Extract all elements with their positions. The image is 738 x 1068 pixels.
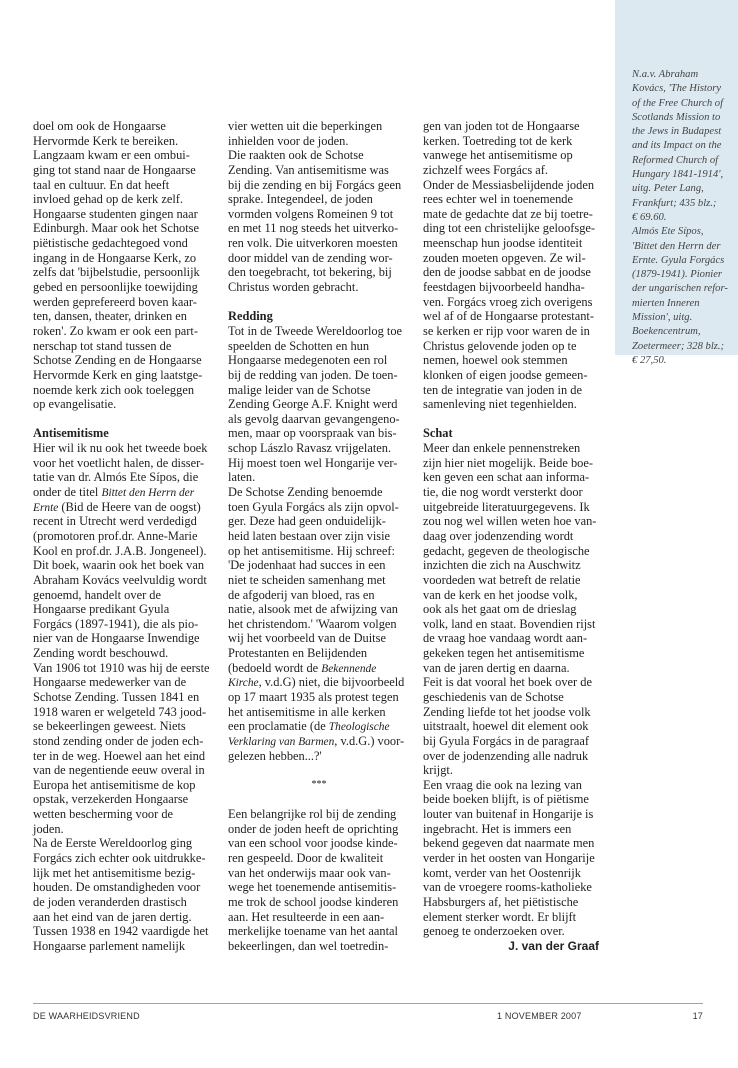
text-line: voor het voetlicht halen, de disser-: [33, 455, 205, 470]
text-line: noemde kerk zich ook toeleggen: [33, 382, 195, 397]
text-line: inhielden voor de joden.: [228, 133, 349, 148]
article-column-1: [33, 119, 215, 954]
text-line: bij de redding van joden. De toen-: [228, 367, 398, 382]
text-line: inzichten die zich na Auschwitz: [423, 558, 581, 573]
text-line: ding tot een christelijke geloofsge-: [423, 221, 596, 236]
text-line: uitgebreide literatuurgegevens. Ik: [423, 499, 590, 514]
text-line: van de vroegere rooms-katholieke: [423, 880, 592, 895]
text-line: De Schotse Zending benoemde: [228, 485, 383, 500]
text-line: se bekeerlingen geweest. Niets: [33, 719, 186, 734]
text-line: natie, alsook met de afwijzing van: [228, 602, 398, 617]
text-line: rees echter wel in toenemende: [423, 192, 573, 207]
text-line: als gevolg daarvan gevangengeno-: [228, 411, 400, 426]
text-line: voordeden wat betreft de relatie: [423, 572, 581, 587]
text-line: door middel van de zending wor-: [228, 250, 393, 265]
sidebar-line: Boekencentrum,: [632, 326, 701, 338]
text-line: me trok de school joodse kinderen: [228, 894, 399, 909]
text-line: aan. Het resulteerde in een aan-: [228, 909, 385, 924]
text-line: ven. Forgács vroeg zich overigens: [423, 294, 593, 309]
article-column-3: [423, 119, 605, 954]
sidebar-line: € 69.60.: [632, 211, 667, 223]
text-line: Schotse Zending en de Hongaarse: [33, 353, 202, 368]
text-line: toen Gyula Forgács als zijn opvol-: [228, 499, 399, 514]
text-line: over de jodenzending alle nadruk: [423, 748, 589, 763]
text-line: Abraham Kovács veelvuldig wordt: [33, 572, 207, 587]
sidebar-line: Almós Ete Sípos,: [632, 226, 704, 238]
footer-divider: [33, 1003, 703, 1004]
text-line: Dit boek, waarin ook het boek van: [33, 558, 205, 573]
sidebar-line: (1879-1941). Pionier: [632, 269, 723, 281]
text-segment: onder de titel: [33, 485, 102, 500]
text-line: zichzelf wees Forgács af.: [423, 162, 548, 177]
text-line: kerken. Toetreding tot de kerk: [423, 133, 573, 148]
text-line: mate de gedachte dat ze bij toetre-: [423, 206, 593, 221]
book-info-sidebar: [615, 0, 738, 366]
article-column-2: [228, 119, 410, 954]
section-separator: ***: [311, 778, 327, 790]
text-line: laten.: [228, 470, 256, 485]
text-line: ter in de weg. Hoewel aan het eind: [33, 748, 206, 763]
text-line: Langzaam kwam er een ombui-: [33, 148, 190, 163]
italic-title: Kirche: [228, 677, 259, 690]
text-line: van de kerk en het joodse volk,: [423, 587, 578, 602]
text-line: zou nog wel willen weten hoe van-: [423, 514, 597, 529]
text-line: Zending liefde tot het joodse volk: [423, 704, 591, 719]
text-segment: (bedoeld wordt de: [228, 660, 322, 675]
text-line: feestdagen bijvoorbeeld handha-: [423, 280, 585, 295]
blank-line: [423, 412, 605, 427]
text-line: van de jaren dertig en daarna.: [423, 660, 570, 675]
text-line: Hier wil ik nu ook het tweede boek: [33, 441, 208, 456]
section-heading: Antisemitisme: [33, 426, 109, 441]
text-segment: , v.d.G.) voor-: [334, 733, 405, 748]
sidebar-line: Ernte. Gyula Forgács: [632, 254, 725, 266]
sidebar-line: mierten Inneren: [632, 297, 700, 309]
text-line: tatie van dr. Almós Ete Sípos, die: [33, 470, 199, 485]
text-line: bij Gyula Forgács in de paragraaf: [423, 733, 589, 748]
text-line: nerschap tot stand tussen de: [33, 338, 172, 353]
text-line: vanwege het antisemitisme op: [423, 148, 573, 163]
text-line: wij het voorbeeld van de Duitse: [228, 631, 386, 646]
text-line: ren gespeeld. Door de kwaliteit: [228, 851, 384, 866]
text-line: bij die zending en bij Forgács geen: [228, 177, 402, 192]
text-line: onder de joden heeft de oprichting: [228, 821, 399, 836]
blank-line: [33, 412, 215, 427]
text-line: Een belangrijke rol bij de zending: [228, 807, 397, 822]
text-line: beide boeken blijft, is of piëtisme: [423, 792, 589, 807]
text-line: ingebracht. Het is immers een: [423, 821, 572, 836]
text-line: speelden de Schotten en hun: [228, 338, 370, 353]
sidebar-line: Reformed Church of: [632, 154, 719, 166]
italic-title: Bekennende: [321, 662, 377, 675]
text-line: men, maar op voorspraak van bis-: [228, 426, 397, 441]
text-line: roken'. Zo kwam er ook een part-: [33, 323, 198, 338]
text-line: schop Lászlo Ravasz vrijgelaten.: [228, 441, 392, 456]
text-line: wetten bescherming voor de: [33, 807, 174, 822]
text-line: samenleving niet tegenhielden.: [423, 397, 577, 412]
sidebar-line: der ungarischen refor-: [632, 283, 728, 295]
text-line: krijgt.: [423, 763, 453, 778]
author-signature: J. van der Graaf: [508, 938, 599, 953]
text-line: (promotoren prof.dr. Anne-Marie: [33, 528, 198, 543]
sidebar-line: the Jews in Budapest: [632, 126, 722, 138]
text-line: invloed gehad op de kerk zelf.: [33, 192, 184, 207]
sidebar-line: Kovács, 'The History: [632, 83, 722, 95]
italic-title: Theologische: [328, 721, 390, 734]
text-line: gebed en persoonlijke toewijding: [33, 280, 198, 295]
text-line: recent in Utrecht werd verdedigd: [33, 514, 197, 529]
blank-line: [228, 295, 410, 310]
text-line: opstak, verzekerden Hongaarse: [33, 792, 189, 807]
text-line: Europa het antisemitisme de kop: [33, 777, 196, 792]
text-line: Forgács zich echter ook uitdrukke-: [33, 851, 206, 866]
text-line: Hervormde Kerk en ging laatstge-: [33, 367, 203, 382]
text-line: vormden volgens Romeinen 9 tot: [228, 206, 394, 221]
text-line: Een vraag die ook na lezing van: [423, 777, 582, 792]
text-line: ging tot stand naar de Hongaarse: [33, 162, 196, 177]
text-line: de afgoderij van bloed, ras en: [228, 587, 375, 602]
text-line: malige leider van de Schotse: [228, 382, 371, 397]
text-line: 1918 waren er welgeteld 743 jood-: [33, 704, 207, 719]
text-segment: (Bid de Heere van de oogst): [58, 499, 201, 514]
sidebar-line: Hungary 1841-1914',: [632, 169, 724, 181]
text-line: op het antisemitisme. Hij schreef:: [228, 543, 395, 558]
text-line: den toegebracht, tot bekering, bij: [228, 265, 392, 280]
text-line: heid laten bestaan over zijn visie: [228, 528, 391, 543]
text-line: Die raakten ook de Schotse: [228, 148, 364, 163]
text-line: wege het toenemende antisemitis-: [228, 880, 397, 895]
text-line: genoemd, handelt over de: [33, 587, 161, 602]
text-line: ger. Deze had geen onduidelijk-: [228, 514, 386, 529]
text-line: nemen, hoewel ook stemmen: [423, 353, 568, 368]
text-line: daag over jodenzending wordt: [423, 528, 574, 543]
text-line: ook als het gaat om de drieslag: [423, 602, 577, 617]
sidebar-line: 'Bittet den Herrn der: [632, 240, 721, 252]
text-line: Zending wordt beschouwd.: [33, 646, 169, 661]
italic-title: Verklaring van Barmen: [228, 735, 335, 748]
text-line: verder in het oosten van Hongarije: [423, 851, 595, 866]
text-line: Kool en prof.dr. J.A.B. Jongeneel).: [33, 543, 207, 558]
text-line: piëtistische gedachtegoed vond: [33, 236, 188, 251]
text-line: wel af of de Hongaarse protestant-: [423, 309, 594, 324]
text-line: taal en cultuur. En dat heeft: [33, 177, 170, 192]
text-line: Hongaarse parlement namelijk: [33, 938, 186, 953]
blank-line: [228, 763, 410, 778]
text-line: zouden moeten opgeven. Ze wil-: [423, 250, 586, 265]
text-line: ten de integratie van joden in de: [423, 382, 582, 397]
text-line: ken geven een schat aan informa-: [423, 470, 590, 485]
section-heading: Redding: [228, 309, 273, 324]
text-line: zijn hier niet mogelijk. Beide boe-: [423, 455, 593, 470]
text-line: vier wetten uit die beperkingen: [228, 119, 383, 133]
sidebar-line: € 27,50.: [632, 354, 667, 366]
text-line: zelfs dat 'bijbelstudie, persoonlijk: [33, 265, 200, 280]
text-line: gelezen hebben...?': [228, 748, 322, 763]
text-line: stond zending onder de joden ech-: [33, 733, 204, 748]
text-line: van de negentiende eeuw overal in: [33, 763, 205, 778]
text-line: Hongaarse medegenoten een rol: [228, 353, 388, 368]
text-line: Forgács (1897-1941), die als pio-: [33, 616, 199, 631]
text-line: Onder de Messiasbelijdende joden: [423, 177, 595, 192]
italic-title: Ernte: [33, 501, 59, 514]
text-line: Tussen 1938 en 1942 vaardigde het: [33, 924, 209, 939]
text-line: [228, 661, 410, 676]
text-line: werden geprefereerd boven kaar-: [33, 294, 197, 309]
text-line: genoeg te onderzoeken over.: [423, 924, 565, 939]
text-line: nier van de Hongaarse Inwendige: [33, 631, 200, 646]
text-line: Feit is dat vooral het boek over de: [423, 675, 592, 690]
sidebar-line: Scotlands Mission to: [632, 111, 721, 123]
footer-date: 1 NOVEMBER 2007: [497, 1011, 582, 1021]
text-line: en met 11 nog steeds het uitverko-: [228, 221, 399, 236]
text-line: Protestanten en Belijdenden: [228, 646, 368, 661]
text-line: merkelijke toename van het aantal: [228, 924, 398, 939]
text-line: Van 1906 tot 1910 was hij de eerste: [33, 660, 210, 675]
text-line: joden.: [33, 821, 64, 836]
page-number: 17: [692, 1011, 703, 1021]
text-line: [228, 675, 410, 690]
sidebar-line: Mission', uitg.: [632, 312, 693, 324]
text-line: Hongaarse studenten gingen naar: [33, 206, 198, 221]
text-line: geschiedenis van de Schotse: [423, 689, 564, 704]
text-line: de joden veranderden drastisch: [33, 894, 187, 909]
sidebar-line: Zoetermeer; 328 blz.;: [632, 340, 725, 352]
text-line: Na de Eerste Wereldoorlog ging: [33, 836, 193, 851]
text-line: Meer dan enkele pennenstreken: [423, 441, 581, 456]
text-line: gedacht, gegeven de theologische: [423, 543, 590, 558]
text-line: op evangelisatie.: [33, 397, 117, 412]
text-line: [228, 719, 410, 734]
text-line: komt, verder van het Oostenrijk: [423, 865, 581, 880]
text-line: houden. De omstandigheden voor: [33, 880, 201, 895]
text-line: [228, 734, 410, 749]
sidebar-line: of the Free Church of: [632, 97, 724, 109]
text-line: niet te scheiden samenhang met: [228, 572, 386, 587]
text-line: lijk met het antisemitisme bezig-: [33, 865, 196, 880]
text-line: Habsburgers af, het piëtistische: [423, 894, 579, 909]
blank-line: [228, 792, 410, 807]
text-line: ingang in de Hongaarse Kerk, zo: [33, 250, 197, 265]
text-line: bekeerlingen, dan wel toetredin-: [228, 938, 389, 953]
sidebar-line: Frankfurt; 435 blz.;: [632, 197, 717, 209]
text-line: uitstraalt, hoewel dit element ook: [423, 719, 589, 734]
text-line: ten, dansen, theater, drinken en: [33, 309, 187, 324]
text-line: het antisemitisme in alle kerken: [228, 704, 386, 719]
text-line: bekend gegeven dat naarmate men: [423, 836, 595, 851]
text-line: het christendom.' 'Waarom volgen: [228, 616, 397, 631]
text-line: gekeken tegen het antisemitisme: [423, 646, 585, 661]
sidebar-line: N.a.v. Abraham: [632, 69, 699, 80]
text-line: gen van joden tot de Hongaarse: [423, 119, 580, 133]
footer-publication: DE WAARHEIDSVRIEND: [33, 1011, 140, 1021]
text-line: se kerken er rijp voor waren de in: [423, 323, 590, 338]
text-line: Zending. Van antisemitisme was: [228, 162, 389, 177]
italic-title: Bittet den Herrn der: [101, 487, 195, 500]
book-references: [632, 68, 728, 368]
text-line: Tot in de Tweede Wereldoorlog toe: [228, 323, 403, 338]
text-line: tie, die nog wordt versterkt door: [423, 485, 583, 500]
section-heading: Schat: [423, 426, 453, 441]
text-line: volk, land en staat. Bovendien rijst: [423, 616, 596, 631]
text-line: louter van buitenaf in Hongarije is: [423, 807, 594, 822]
text-line: van het onderwijs maar ook van-: [228, 865, 391, 880]
text-line: Hongaarse medewerker van de: [33, 675, 187, 690]
text-line: de vraag hoe vandaag wordt aan-: [423, 631, 588, 646]
text-line: ren volk. Die uitverkoren moesten: [228, 236, 398, 251]
text-line: meenschap hun joodse identiteit: [423, 236, 583, 251]
text-line: aan het eind van de jaren dertig.: [33, 909, 192, 924]
text-line: sprake. Integendeel, de joden: [228, 192, 373, 207]
text-line: Schotse Zending. Tussen 1841 en: [33, 689, 200, 704]
text-line: 'De jodenhaat had succes in een: [228, 558, 386, 573]
text-line: klonken of eigen joodse gemeen-: [423, 367, 588, 382]
text-line: Hervormde Kerk te bereiken.: [33, 133, 179, 148]
text-line: [33, 485, 215, 500]
text-line: Christus worden gebracht.: [228, 280, 359, 295]
text-line: op 17 maart 1935 als protest tegen: [228, 689, 399, 704]
text-line: Zending George A.F. Knight werd: [228, 397, 398, 412]
text-line: den de joodse sabbat en de joodse: [423, 265, 591, 280]
text-line: van een school voor joodse kinde-: [228, 836, 398, 851]
text-line: Edinburgh. Maar ook het Schotse: [33, 221, 199, 236]
text-segment: een proclamatie (de: [228, 719, 329, 734]
text-line: Hongaarse predikant Gyula: [33, 602, 170, 617]
text-segment: , v.d.G) niet, die bijvoorbeeld: [258, 675, 405, 690]
text-line: [33, 500, 215, 515]
text-line: element sterker wordt. Er blijft: [423, 909, 577, 924]
text-line: Christus gelovende joden op te: [423, 338, 577, 353]
text-line: doel om ook de Hongaarse: [33, 119, 166, 133]
text-line: Hij moest toen wel Hongarije ver-: [228, 455, 398, 470]
sidebar-line: uitg. Peter Lang,: [632, 183, 704, 195]
sidebar-line: and its Impact on the: [632, 140, 722, 152]
